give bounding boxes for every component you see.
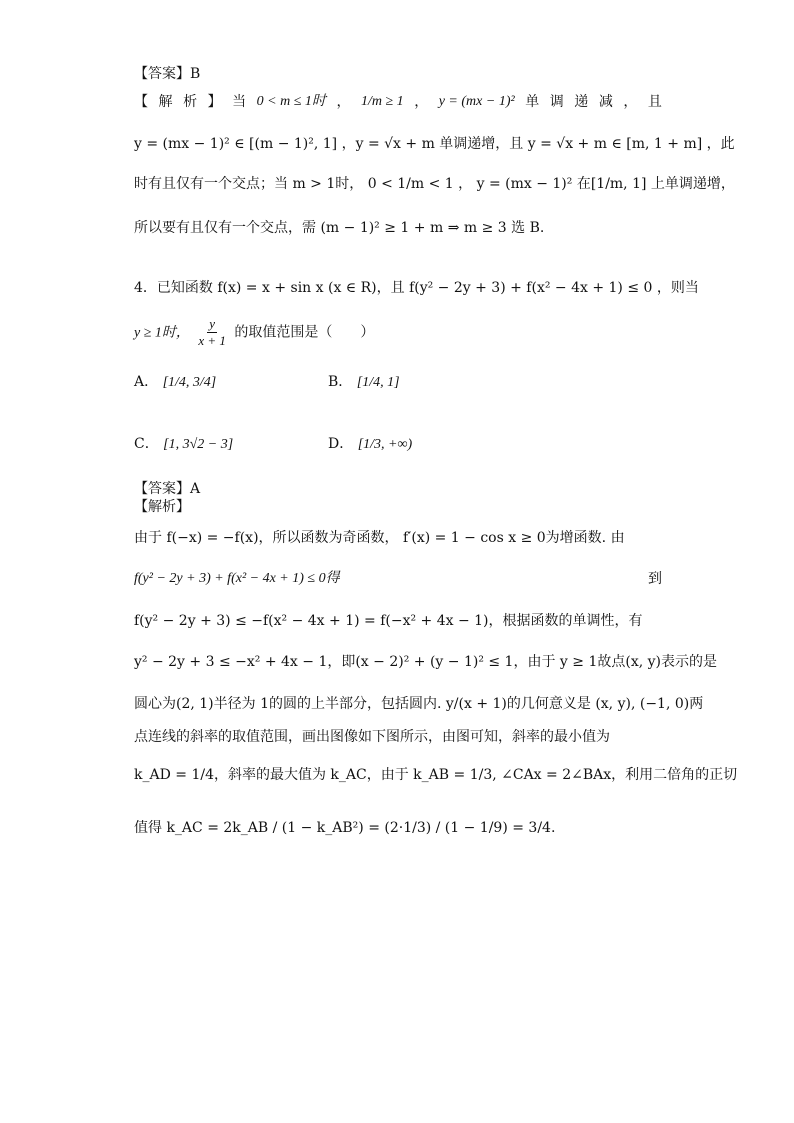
analysis-line-6: 点连线的斜率的取值范围，画出图像如下图所示，由图可知，斜率的最小值为 — [134, 729, 610, 745]
question-4-stem-line-1: 4．已知函数 f(x) = x + sin x (x ∈ R)，且 f(y² − 2y + 3) + f(x² − 4x + 1) ≤ 0 ，则当 — [134, 280, 699, 296]
prev-analysis-line-4: 所以要有且仅有一个交点，需 (m − 1)² ≥ 1 + m ⇒ m ≥ 3 选 B. — [134, 220, 545, 236]
fraction: $\frac{y}{x + 1}$ — [198, 316, 226, 348]
prev-analysis-line-2: y = (mx − 1)² ∈ [(m − 1)², 1] ，y = √x + m 单调递增，且 y = √x + m ∈ [m, 1 + m] ，此 — [134, 136, 735, 152]
prev-analysis-line-3: 时有且仅有一个交点；当 m > 1时， 0 < 1/m < 1 ， y = (mx − 1)² 在[1/m, 1] 上单调递增， — [134, 176, 735, 192]
analysis-line-8: 值得 k_AC = 2k_AB / (1 − k_AB²) = (2·1/3) / (1 − 1/9) = 3/4. — [134, 820, 556, 836]
analysis-label: 【解析】 — [134, 499, 190, 515]
analysis-line-4: y² − 2y + 3 ≤ −x² + 4x − 1，即(x − 2)² + (y − 1)² ≤ 1，由于 y ≥ 1故点(x, y)表示的是 — [134, 654, 717, 670]
question-4-stem-line-2: y ≥ 1时， $\frac{y}{x + 1}$ 的取值范围是（ ） — [134, 316, 375, 348]
analysis-line-7: k_AD = 1/4，斜率的最大值为 k_AC，由于 k_AB = 1/3, ∠CAx = 2∠BAx，利用二倍角的正切 — [134, 767, 738, 783]
option-b: B． [1/4, 1] — [328, 374, 400, 390]
analysis-line-3: f(y² − 2y + 3) ≤ −f(x² − 4x + 1) = f(−x² + 4x − 1)，根据函数的单调性，有 — [134, 613, 643, 629]
prev-analysis-line-1: 【 解 析 】 当 0 < m ≤ 1时 ， 1/m ≥ 1 ， y = (mx − 1)² 单 调 递 减 ， 且 — [134, 94, 662, 110]
analysis-line-5: 圆心为(2, 1)半径为 1的圆的上半部分，包括圆内. y/(x + 1)的几何意义是 (x, y), (−1, 0)两 — [134, 696, 704, 712]
prev-answer-label: 【答案】B — [134, 66, 201, 82]
option-a: A． [1/4, 3/4] — [134, 374, 217, 390]
analysis-line-2: f(y² − 2y + 3) + f(x² − 4x + 1) ≤ 0得 到 — [134, 571, 662, 587]
option-c: C． [1, 3√2 − 3] — [134, 436, 234, 452]
option-d: D． [1/3, +∞) — [328, 436, 413, 452]
analysis-line-1: 由于 f(−x) = −f(x)，所以函数为奇函数， f′(x) = 1 − cos x ≥ 0为增函数. 由 — [134, 530, 625, 546]
answer-label: 【答案】A — [134, 481, 201, 497]
